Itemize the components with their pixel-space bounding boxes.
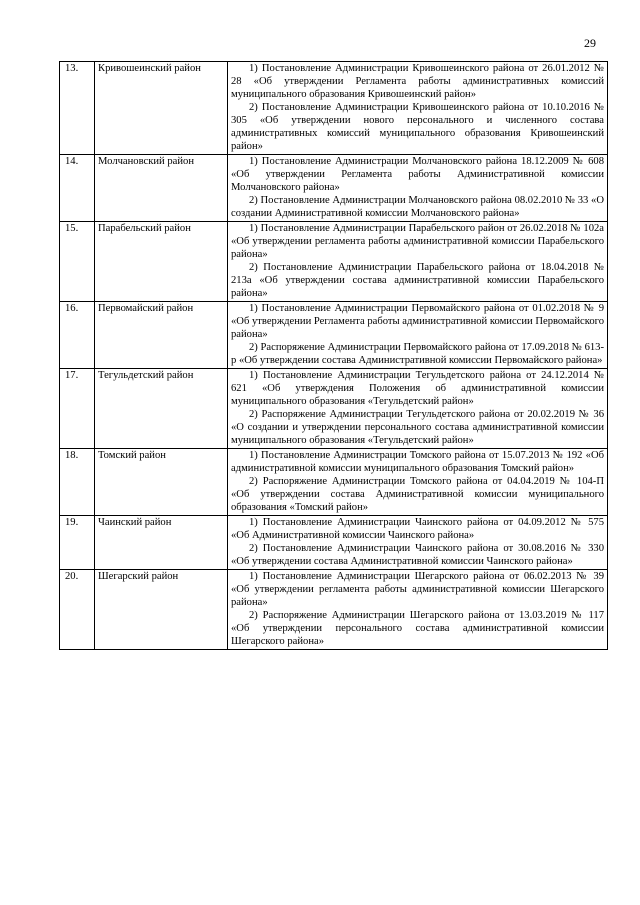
document-entry: 1) Постановление Администрации Молчановского района 18.12.2009 № 608 «Об утверждении Регламента работы Административной комиссии Молчановского района» [231,156,604,193]
documents-cell [228,570,608,650]
row-number: 20. [60,570,95,650]
table-row [60,155,608,222]
document-entry: 2) Постановление Администрации Кривошеинского района от 10.10.2016 № 305 «Об утверждении нового персонального и численного состава административных комиссий муниципального образования Кривошеинский район» [231,102,604,152]
documents-cell [228,302,608,369]
row-number: 17. [60,369,95,449]
row-number: 19. [60,516,95,570]
district-name: Шегарский район [95,570,228,650]
documents-cell [228,155,608,222]
document-entry: 1) Постановление Администрации Парабельского район от 26.02.2018 № 102а «Об утверждении регламента работы административной комиссии Парабельского района» [231,223,604,260]
table-row [60,222,608,302]
district-name: Первомайский район [95,302,228,369]
table-row [60,369,608,449]
document-entry: 1) Постановление Администрации Первомайского района от 01.02.2018 № 9 «Об утверждении Регламента работы административной комиссии Первомайского района» [231,303,604,340]
row-number: 16. [60,302,95,369]
document-entry: 1) Постановление Администрации Тегульдетского района от 24.12.2014 № 621 «Об утверждения Положения об административной комиссии муниципального образования «Тегульдетский район» [231,370,604,407]
document-entry: 2) Распоряжение Администрации Первомайского района от 17.09.2018 № 613-р «Об утверждении состава Административной комиссии Первомайского района» [231,342,604,366]
district-name: Чаинский район [95,516,228,570]
document-entry: 2) Постановление Администрации Чаинского района от 30.08.2016 № 330 «Об утверждении состава Административной комиссии Чаинского района» [231,543,604,567]
district-name: Кривошеинский район [95,62,228,155]
row-number: 14. [60,155,95,222]
document-entry: 1) Постановление Администрации Кривошеинского района от 26.01.2012 № 28 «Об утверждении Регламента работы административных комиссий муниципального образования Кривошеинский район» [231,63,604,100]
documents-cell [228,516,608,570]
table-row [60,302,608,369]
table-row [60,62,608,155]
document-entry: 1) Постановление Администрации Шегарского района от 06.02.2013 № 39 «Об утверждении регламента работы административной комиссии Шегарского района» [231,571,604,608]
row-number: 15. [60,222,95,302]
row-number: 13. [60,62,95,155]
table-row [60,570,608,650]
row-number: 18. [60,449,95,516]
documents-cell [228,62,608,155]
document-entry: 2) Распоряжение Администрации Шегарского района от 13.03.2019 № 117 «Об утверждении персонального состава административной комиссии Шегарского района» [231,610,604,647]
document-entry: 2) Постановление Администрации Парабельского района от 18.04.2018 № 213а «Об утверждении состава административной комиссии Парабельского района» [231,262,604,299]
document-entry: 2) Распоряжение Администрации Томского района от 04.04.2019 № 104-П «Об утверждении состава Административной комиссии муниципального образования «Томский район» [231,476,604,513]
page-number: 29 [584,36,596,50]
documents-cell [228,449,608,516]
documents-cell [228,369,608,449]
table-row [60,516,608,570]
district-name: Томский район [95,449,228,516]
document-entry: 2) Распоряжение Администрации Тегульдетского района от 20.02.2019 № 36 «О создании и утверждении персонального состава административной комиссии муниципального образования «Тегульдетский район» [231,409,604,446]
district-name: Молчановский район [95,155,228,222]
document-entry: 2) Постановление Администрации Молчановского района 08.02.2010 № 33 «О создании Административной комиссии Молчановского района» [231,195,604,219]
district-name: Тегульдетский район [95,369,228,449]
documents-cell [228,222,608,302]
district-documents-table [59,61,608,650]
document-entry: 1) Постановление Администрации Чаинского района от 04.09.2012 № 575 «Об Административной комиссии Чаинского района» [231,517,604,541]
district-name: Парабельский район [95,222,228,302]
document-entry: 1) Постановление Администрации Томского района от 15.07.2013 № 192 «Об административной комиссии муниципального образования Томский район» [231,450,604,474]
table-row [60,449,608,516]
